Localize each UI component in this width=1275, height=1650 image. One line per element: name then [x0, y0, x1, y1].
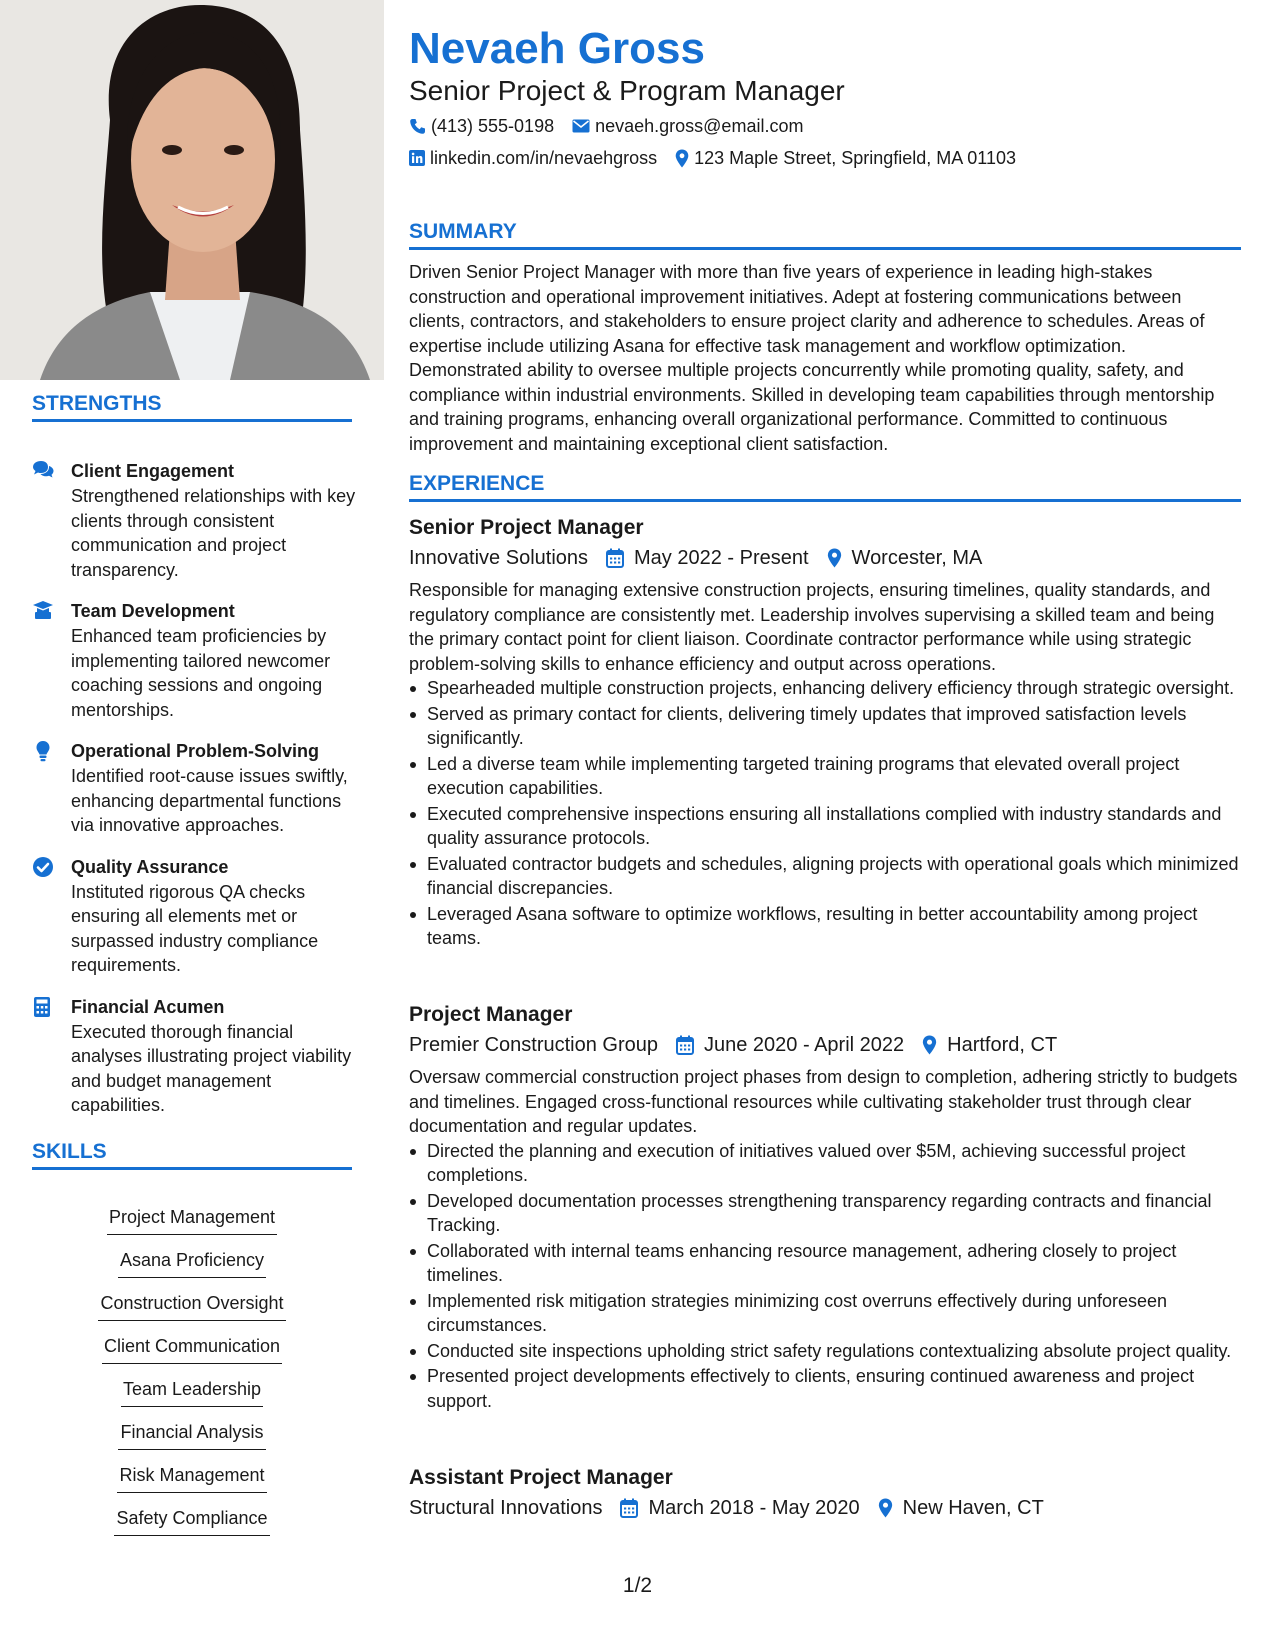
job-meta — [409, 1030, 1241, 1060]
calculator-icon — [32, 994, 71, 1118]
job-bullet: Evaluated contractor budgets and schedules, aligning projects with operational goals which minimized financial discrepancies. — [409, 852, 1241, 901]
job-title: Assistant Project Manager — [409, 1466, 673, 1489]
strength-desc: Strengthened relationships with key clients through consistent communication and project transparency. — [71, 486, 356, 580]
address-text: 123 Maple Street, Springfield, MA 01103 — [694, 148, 1017, 168]
phone-text: (413) 555-0198 — [431, 116, 555, 136]
page-number: 1/2 — [622, 1574, 653, 1597]
job-bullet: Leveraged Asana software to optimize workflows, resulting in better accountability among project teams. — [409, 902, 1241, 951]
strength-item — [32, 854, 357, 978]
linkedin-text: linkedin.com/in/nevaehgross — [430, 148, 658, 168]
job-dates — [620, 1493, 859, 1523]
job-location-text: New Haven, CT — [902, 1497, 1044, 1519]
email-text: nevaeh.gross@email.com — [595, 116, 804, 136]
left-column — [0, 0, 384, 1650]
strength-title: Quality Assurance — [71, 856, 229, 877]
strength-item — [32, 598, 357, 722]
linkedin-contact[interactable] — [409, 146, 657, 170]
job-dates — [676, 1030, 904, 1060]
job-location — [827, 543, 983, 573]
job-company: Premier Construction Group — [409, 1034, 658, 1056]
profile-photo-illustration — [0, 0, 384, 380]
summary-text: Driven Senior Project Manager with more than five years of experience in leading high-stakes construction and operational improvement initiatives. Adept at fostering communications between clients, contractors, and stakeholders to ensure project clarity and adherence to schedules. Areas of expertise include utilizing Asana for effective task management and workflow optimization. Demonstrated ability to oversee multiple projects concurrently while promoting quality, safety, and compliance within industrial environments. Skilled in developing team capabilities through mentorship and training programs, enhancing overall organizational performance. Committed to continuous improvement and maintaining exceptional client satisfaction. — [409, 262, 1215, 454]
job-bullet: Developed documentation processes strengthening transparency regarding contracts and financial Tracking. — [409, 1189, 1241, 1238]
contact-row-2 — [409, 146, 1034, 170]
calendar-icon — [676, 1035, 694, 1055]
job-location-text: Worcester, MA — [851, 547, 983, 569]
job-bullet: Directed the planning and execution of initiatives valued over $5M, achieving successful project completions. — [409, 1139, 1241, 1188]
calendar-icon — [606, 548, 624, 568]
candidate-name: Nevaeh Gross — [409, 24, 705, 73]
strength-title: Financial Acumen — [71, 996, 225, 1017]
skill-item: Team Leadership — [121, 1377, 263, 1407]
job-title: Project Manager — [409, 1003, 573, 1026]
map-pin-icon — [878, 1498, 893, 1518]
job-description: Oversaw commercial construction project phases from design to completion, adhering strictly to budgets and timelines. Engaged cross-functional resources while cultivating stakeholder trust through clear documentation and regular updates. — [409, 1067, 1238, 1136]
lightbulb-icon — [32, 738, 71, 838]
skills-list — [32, 1205, 352, 1549]
skill-item: Asana Proficiency — [118, 1248, 266, 1278]
job-description: Responsible for managing extensive construction projects, ensuring timelines, quality standards, and regulatory compliance are consistently met. Leadership involves supervising a skilled team and being the primary contact point for client liaison. Coordinate contractor performance while using strategic problem-solving skills to enhance efficiency and output across operations. — [409, 580, 1215, 674]
job-meta — [409, 1493, 1241, 1523]
skill-item: Construction Oversight — [98, 1291, 285, 1321]
job-entry — [409, 513, 1241, 952]
candidate-role: Senior Project & Program Manager — [409, 75, 845, 106]
skill-item: Project Management — [107, 1205, 277, 1235]
experience-heading: EXPERIENCE — [409, 472, 1241, 502]
email-contact[interactable] — [572, 114, 803, 138]
strength-title: Operational Problem-Solving — [71, 741, 320, 761]
strength-title: Client Engagement — [71, 461, 235, 481]
job-dates-text: March 2018 - May 2020 — [648, 1497, 860, 1519]
job-bullets — [409, 1139, 1241, 1414]
comments-icon — [32, 458, 71, 582]
job-bullets — [409, 676, 1241, 951]
strength-item — [32, 738, 357, 838]
skill-item: Risk Management — [117, 1463, 266, 1493]
address-contact — [675, 146, 1016, 170]
strength-desc: Enhanced team proficiencies by implementing tailored newcomer coaching sessions and ongoing mentorships. — [71, 626, 331, 720]
job-bullet: Executed comprehensive inspections ensuring all installations complied with industry standards and quality assurance protocols. — [409, 802, 1241, 851]
skill-item: Client Communication — [102, 1334, 282, 1364]
job-title: Senior Project Manager — [409, 516, 644, 539]
job-bullet: Presented project developments effectively to clients, ensuring continued awareness and project support. — [409, 1364, 1241, 1413]
job-location — [878, 1493, 1044, 1523]
strength-title: Team Development — [71, 601, 235, 621]
strength-desc: Identified root-cause issues swiftly, enhancing departmental functions via innovative approaches. — [71, 766, 348, 835]
job-bullet: Implemented risk mitigation strategies minimizing cost overruns effectively during unforeseen circumstances. — [409, 1289, 1241, 1338]
phone-contact[interactable] — [409, 114, 554, 138]
strength-desc: Executed thorough financial analyses illustrating project viability and budget management capabilities. — [71, 1021, 352, 1115]
contact-row-1 — [409, 114, 821, 138]
job-bullet: Conducted site inspections upholding strict safety regulations contextualizing absolute project quality. — [409, 1339, 1241, 1364]
map-pin-icon — [675, 149, 689, 168]
job-dates-text: June 2020 - April 2022 — [703, 1034, 905, 1056]
summary-heading: SUMMARY — [409, 220, 1241, 250]
linkedin-icon — [409, 150, 425, 166]
skill-item: Safety Compliance — [114, 1506, 269, 1536]
job-bullet: Served as primary contact for clients, delivering timely updates that improved satisfaction levels significantly. — [409, 702, 1241, 751]
job-dates-text: May 2022 - Present — [634, 547, 809, 569]
strengths-heading: STRENGTHS — [32, 392, 352, 422]
strengths-list — [32, 458, 357, 1134]
check-circle-icon — [32, 854, 71, 978]
job-meta — [409, 543, 1241, 573]
skills-heading: SKILLS — [32, 1140, 352, 1170]
profile-photo — [0, 0, 384, 380]
job-entry — [409, 1463, 1241, 1523]
job-entry — [409, 1000, 1241, 1414]
job-company: Innovative Solutions — [409, 547, 589, 569]
envelope-icon — [572, 119, 590, 133]
job-bullet: Led a diverse team while implementing targeted training programs that elevated overall project execution capabilities. — [409, 752, 1241, 801]
job-location — [922, 1030, 1057, 1060]
job-bullet: Collaborated with internal teams enhancing resource management, adhering closely to project timelines. — [409, 1239, 1241, 1288]
calendar-icon — [620, 1498, 638, 1518]
graduation-cap-icon — [32, 598, 71, 722]
strength-item — [32, 458, 357, 582]
job-location-text: Hartford, CT — [947, 1034, 1058, 1056]
job-bullet: Spearheaded multiple construction projects, enhancing delivery efficiency through strategic oversight. — [409, 676, 1241, 701]
job-company: Structural Innovations — [409, 1497, 603, 1519]
map-pin-icon — [827, 548, 842, 568]
phone-icon — [409, 118, 426, 135]
strength-desc: Instituted rigorous QA checks ensuring all elements met or surpassed industry compliance requirements. — [71, 881, 319, 975]
skill-item: Financial Analysis — [118, 1420, 265, 1450]
map-pin-icon — [922, 1035, 937, 1055]
strength-item — [32, 994, 357, 1118]
job-dates — [606, 543, 809, 573]
